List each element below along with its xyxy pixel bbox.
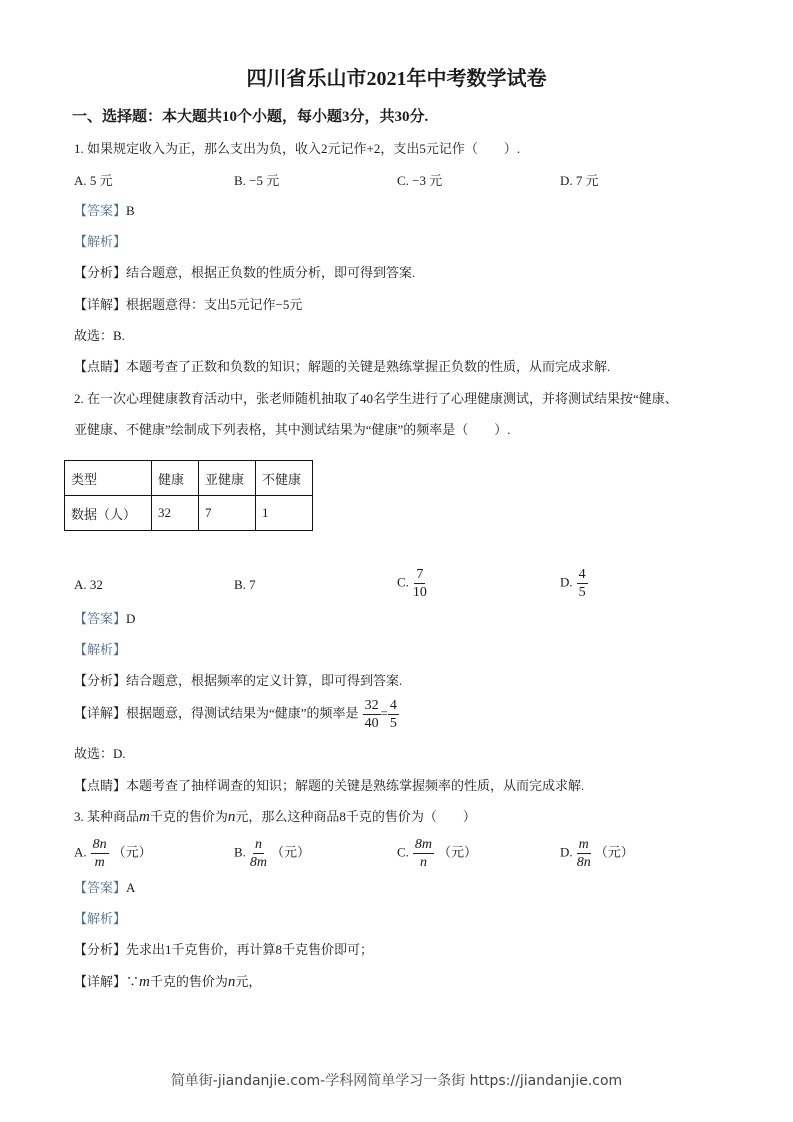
q2-option-a: A. 32 [74, 577, 103, 592]
q1-dianjing [74, 358, 610, 376]
footer-watermark: 简单街-jiandanjie.com-学科网简单学习一条街 https://jiandanjie.com [170, 1073, 623, 1089]
table-cell: 类型 [65, 461, 152, 496]
q3-xiangjie: 【详解】∵m千克的售价为n元， [74, 974, 262, 990]
q3-answer: 【答案】A [74, 880, 136, 895]
q2-stem-line1: 2. 在一次心理健康教育活动中，张老师随机抽取了40名学生进行了心理健康测试，并将测试结果按“健康、 [74, 391, 678, 406]
q3-fenxi: 【分析】先求出1千克售价，再计算8千克售价即可； [74, 942, 374, 957]
table-row [65, 461, 313, 496]
q1-stem: 1. 如果规定收入为正，那么支出为负，收入2元记作+2，支出5元记作（ ）. [74, 141, 521, 156]
q2-stem-line2: 亚健康、不健康”绘制成下列表格，其中测试结果为“健康”的频率是（ ）. [74, 422, 511, 437]
q1-option-d: D. 7 元 [560, 173, 599, 188]
q2-option-c: C. $\frac{7}{10}$ [397, 567, 427, 600]
table-row [65, 496, 313, 531]
q2-dianjing: 【点睛】本题考查了抽样调查的知识；解题的关键是熟练掌握频率的性质，从而完成求解. [74, 778, 585, 793]
answer-tag: 【答案】 [74, 611, 127, 626]
analysis-tag: 【解析】 [74, 911, 127, 926]
q1-option-c: C. −3 元 [397, 173, 443, 188]
answer-tag: 【答案】 [74, 203, 127, 218]
dianjing-text: 本题考查了正数和负数的知识；解题的关键是熟练掌握正负数的性质，从而完成求解. [126, 359, 611, 374]
xiangjie-tag: 【详解】 [74, 297, 127, 312]
q2-data-table [64, 460, 313, 531]
table-cell: 健康 [152, 461, 199, 496]
q2-choose: 故选：D. [74, 746, 126, 761]
q2-option-d: D. $\frac{4}{5}$ [560, 567, 586, 600]
xiangjie-text: 根据题意得：支出5元记作−5元 [126, 297, 303, 312]
q3-stem: 3. 某种商品m千克的售价为n元，那么这种商品8千克的售价为（ ） [74, 809, 476, 825]
analysis-tag: 【解析】 [74, 642, 127, 657]
section-heading: 一、选择题：本大题共10个小题，每小题3分，共30分. [72, 109, 429, 125]
analysis-tag: 【解析】 [74, 234, 127, 249]
q1-choose: 故选：B. [74, 328, 125, 343]
q3-option-a: A. $\frac{8n}{m}$ （元） [74, 837, 152, 870]
q3-option-d: D. $\frac{m}{8n}$ （元） [560, 837, 634, 870]
fraction: $\frac{4}{5}$ [578, 567, 586, 600]
table-cell: 7 [199, 496, 256, 531]
q1-answer [74, 202, 135, 220]
table-cell: 不健康 [256, 461, 313, 496]
table-cell: 1 [256, 496, 313, 531]
dianjing-tag: 【点睛】 [74, 359, 127, 374]
answer-value: D [126, 611, 136, 626]
table-cell: 32 [152, 496, 199, 531]
table-cell: 数据（人） [65, 496, 152, 531]
fraction: $\frac{7}{10}$ [412, 567, 427, 600]
table-cell: 亚健康 [199, 461, 256, 496]
q3-option-c: C. $\frac{8m}{n}$ （元） [397, 837, 478, 870]
q3-option-b: B. $\frac{n}{8m}$ （元） [234, 837, 311, 870]
q2-fenxi: 【分析】结合题意，根据频率的定义计算，即可得到答案. [74, 673, 403, 688]
q1-fenxi [74, 264, 415, 282]
q2-xiangjie: 【详解】根据题意，得测试结果为“健康”的频率是 $\frac{32}{40}$ = $\frac{4}{5}$ [74, 698, 397, 731]
q2-answer [74, 610, 135, 628]
page-title: 四川省乐山市2021年中考数学试卷 [246, 68, 547, 90]
fenxi-text: 结合题意，根据正负数的性质分析，即可得到答案. [126, 265, 416, 280]
q1-option-a: A. 5 元 [74, 173, 113, 188]
answer-value: B [126, 203, 135, 218]
q1-option-b: B. −5 元 [234, 173, 280, 188]
q1-xiangjie [74, 296, 302, 314]
q2-option-b: B. 7 [234, 577, 256, 592]
fenxi-tag: 【分析】 [74, 265, 127, 280]
